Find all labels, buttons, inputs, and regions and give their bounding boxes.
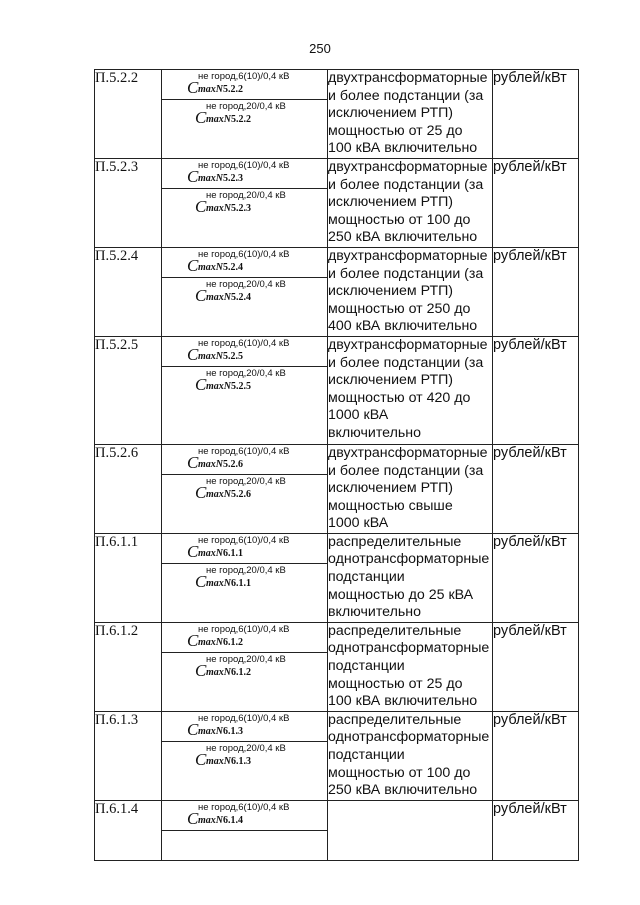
formula-symbol: C (187, 719, 199, 739)
formula-f1 (162, 623, 327, 653)
formula-superscript: не город,20/0,4 кВ (206, 475, 286, 487)
formula-subscript-italic: maxN (206, 380, 231, 392)
formula-cell (162, 247, 328, 336)
formula-subscript (206, 381, 251, 392)
row-code: П.5.2.3 (95, 158, 162, 247)
description-line: мощностью от 420 до (328, 389, 471, 406)
row-code: П.5.2.6 (95, 444, 162, 533)
formula-symbol: C (195, 482, 207, 502)
formula-subscript-italic: maxN (198, 636, 223, 648)
formula-symbol: C (195, 660, 207, 680)
formula-symbol: C (187, 344, 199, 364)
formula-f1 (162, 712, 327, 742)
row-description (328, 622, 493, 711)
description-line: подстанции (328, 747, 405, 763)
formula-subscript-number: 6.1.4 (223, 814, 243, 826)
formula-f2 (162, 100, 327, 129)
formula-superscript: не город,20/0,4 кВ (206, 653, 286, 665)
formula-subscript-italic: maxN (198, 84, 223, 95)
description-line: мощностью от 100 до (328, 211, 471, 228)
description-line: исключением РТП) (328, 283, 454, 300)
formula-subscript-number: 6.1.1 (223, 547, 243, 559)
formula-superscript: не город,6(10)/0,4 кВ (198, 534, 290, 546)
formula-subscript (198, 548, 243, 559)
table-row (95, 622, 579, 711)
formula-cell (162, 622, 328, 711)
formula-f2 (162, 653, 327, 682)
formula-subscript-italic: maxN (206, 577, 231, 589)
description-line: мощностью свыше (328, 497, 453, 514)
formula-cell (162, 444, 328, 533)
row-unit: рублей/кВт (493, 533, 579, 622)
formula-subscript-number: 5.2.3 (223, 172, 243, 184)
formula-subscript-number: 5.2.3 (231, 202, 251, 214)
table-row (95, 711, 579, 800)
formula-cell (162, 800, 328, 860)
formula-subscript (198, 459, 243, 470)
formula-symbol: C (195, 285, 207, 305)
formula-f2 (162, 475, 327, 504)
formula-subscript (206, 114, 251, 125)
description-line: распределительные (328, 711, 462, 728)
formula-subscript-italic: maxN (198, 261, 223, 273)
description-line: мощностью от 250 до (328, 300, 471, 317)
formula-subscript-number: 5.2.6 (231, 488, 251, 500)
description-line: однотрансформаторные (328, 551, 490, 568)
description-line: двухтрансформаторные (328, 158, 488, 175)
formula-symbol: C (187, 541, 199, 561)
table-row (95, 444, 579, 533)
formula-superscript: не город,20/0,4 кВ (206, 189, 286, 201)
description-line: и более подстанции (за (328, 87, 484, 104)
formula-cell (162, 533, 328, 622)
formula-superscript: не город,6(10)/0,4 кВ (198, 445, 290, 457)
description-line: распределительные (328, 622, 462, 639)
row-code: П.5.2.5 (95, 336, 162, 444)
row-description (328, 444, 493, 533)
description-line: и более подстанции (за (328, 265, 484, 282)
formula-superscript: не город,6(10)/0,4 кВ (198, 623, 290, 635)
formula-symbol: C (187, 630, 199, 650)
formula-subscript (206, 203, 251, 214)
formula-symbol: C (195, 108, 207, 127)
formula-subscript-italic: maxN (198, 547, 223, 559)
description-line: распределительные (328, 533, 462, 550)
description-line: однотрансформаторные (328, 640, 490, 657)
formula-superscript: не город,20/0,4 кВ (206, 101, 286, 112)
formula-subscript-number: 5.2.5 (231, 380, 251, 392)
page-number: 250 (309, 41, 331, 56)
row-unit: рублей/кВт (493, 336, 579, 444)
formula-f1 (162, 445, 327, 475)
table-row (95, 336, 579, 444)
row-unit: рублей/кВт (493, 622, 579, 711)
formula-cell (162, 158, 328, 247)
row-description (328, 533, 493, 622)
formula-subscript-italic: maxN (198, 172, 223, 184)
row-description (328, 70, 493, 159)
formula-symbol: C (187, 166, 199, 186)
row-code: П.6.1.2 (95, 622, 162, 711)
description-line: включительно (328, 604, 421, 621)
formula-f1 (162, 801, 327, 831)
formula-superscript: не город,20/0,4 кВ (206, 564, 286, 576)
description-line: 400 кВА включительно (328, 318, 478, 335)
formula-subscript-italic: maxN (206, 202, 231, 214)
description-line: однотрансформаторные (328, 729, 490, 746)
formula-subscript (206, 667, 251, 678)
formula-subscript (206, 578, 251, 589)
formula-subscript-number: 5.2.5 (223, 350, 243, 362)
description-line: мощностью до 25 кВА (328, 586, 474, 603)
row-unit: рублей/кВт (493, 711, 579, 800)
formula-cell (162, 336, 328, 444)
formula-symbol: C (187, 808, 199, 828)
description-line: исключением РТП) (328, 372, 454, 389)
description-line: двухтрансформаторные (328, 336, 488, 353)
formula-f1 (162, 534, 327, 564)
formula-subscript (198, 262, 243, 273)
formula-superscript: не город,20/0,4 кВ (206, 367, 286, 379)
formula-symbol: C (187, 452, 199, 472)
formula-f1 (162, 337, 327, 367)
formula-subscript-italic: maxN (206, 488, 231, 500)
row-code: П.5.2.2 (95, 70, 162, 159)
description-line: включительно (328, 424, 421, 441)
row-unit: рублей/кВт (493, 444, 579, 533)
table-row (95, 70, 579, 159)
formula-cell (162, 70, 328, 159)
row-code: П.5.2.4 (95, 247, 162, 336)
description-line: и более подстанции (за (328, 354, 484, 371)
formula-subscript-number: 5.2.4 (223, 261, 243, 273)
formula-subscript-number: 6.1.1 (231, 577, 251, 589)
row-code: П.6.1.4 (95, 800, 162, 860)
row-description (328, 711, 493, 800)
formula-f2 (162, 831, 327, 860)
formula-f1 (162, 248, 327, 278)
row-description (328, 158, 493, 247)
description-line: исключением РТП) (328, 105, 454, 122)
description-line: подстанции (328, 658, 405, 675)
description-line: 100 кВА включительно (328, 693, 478, 710)
formula-superscript: не город,6(10)/0,4 кВ (198, 248, 290, 260)
formula-subscript (206, 292, 251, 303)
formula-f2 (162, 189, 327, 218)
formula-subscript-number: 6.1.3 (223, 725, 243, 737)
formula-symbol: C (187, 78, 199, 97)
formula-subscript (198, 351, 243, 362)
row-unit: рублей/кВт (493, 247, 579, 336)
row-code: П.6.1.3 (95, 711, 162, 800)
formula-subscript-italic: maxN (206, 114, 231, 125)
formula-subscript-number: 5.2.6 (223, 458, 243, 470)
formula-superscript: не город,6(10)/0,4 кВ (198, 159, 290, 171)
description-line: мощностью от 25 до (328, 675, 463, 692)
description-line: и более подстанции (за (328, 462, 484, 479)
formula-symbol: C (195, 749, 207, 769)
formula-subscript-number: 6.1.2 (223, 636, 243, 648)
formula-subscript-italic: maxN (198, 814, 223, 826)
description-line: мощностью от 25 до (328, 122, 463, 139)
formula-subscript-italic: maxN (198, 350, 223, 362)
row-unit: рублей/кВт (493, 158, 579, 247)
table-row (95, 533, 579, 622)
formula-superscript: не город,20/0,4 кВ (206, 278, 286, 290)
formula-subscript (198, 173, 243, 184)
formula-subscript-number: 5.2.4 (231, 291, 251, 303)
formula-subscript (198, 637, 243, 648)
formula-cell (162, 711, 328, 800)
formula-subscript-number: 6.1.3 (231, 755, 251, 767)
formula-f2 (162, 278, 327, 307)
tariff-table (94, 69, 579, 861)
formula-f1 (162, 70, 327, 100)
formula-superscript: не город,6(10)/0,4 кВ (198, 712, 290, 724)
formula-subscript (198, 815, 243, 826)
description-line: 1000 кВА (328, 515, 389, 532)
formula-symbol: C (195, 196, 207, 216)
formula-subscript-number: 5.2.2 (231, 114, 251, 125)
formula-f2 (162, 564, 327, 593)
formula-symbol: C (195, 374, 207, 394)
formula-subscript-italic: maxN (198, 725, 223, 737)
formula-superscript: не город,6(10)/0,4 кВ (198, 71, 290, 82)
row-unit: рублей/кВт (493, 800, 579, 860)
row-description (328, 800, 493, 860)
row-description (328, 336, 493, 444)
description-line: исключением РТП) (328, 194, 454, 211)
formula-superscript: не город,6(10)/0,4 кВ (198, 801, 290, 813)
description-line: подстанции (328, 569, 405, 586)
formula-f1 (162, 159, 327, 189)
formula-subscript-number: 6.1.2 (231, 666, 251, 678)
row-code: П.6.1.1 (95, 533, 162, 622)
formula-subscript (206, 489, 251, 500)
description-line: исключением РТП) (328, 480, 454, 497)
formula-f2 (162, 367, 327, 396)
formula-subscript-number: 5.2.2 (223, 84, 243, 95)
description-line: 1000 кВА (328, 407, 389, 424)
description-line: 100 кВА включительно (328, 140, 478, 157)
description-line: двухтрансформаторные (328, 70, 488, 86)
formula-subscript (206, 756, 251, 767)
table-row (95, 158, 579, 247)
table-row (95, 247, 579, 336)
row-unit: рублей/кВт (493, 70, 579, 159)
formula-superscript: не город,20/0,4 кВ (206, 742, 286, 754)
description-line: 250 кВА включительно (328, 229, 478, 246)
row-description (328, 247, 493, 336)
formula-subscript-italic: maxN (206, 291, 231, 303)
formula-subscript-italic: maxN (198, 458, 223, 470)
table-row (95, 800, 579, 860)
description-line: двухтрансформаторные (328, 247, 488, 264)
formula-symbol: C (195, 571, 207, 591)
formula-subscript-italic: maxN (206, 666, 231, 678)
description-line: мощностью от 100 до (328, 764, 471, 781)
description-line: 250 кВА включительно (328, 782, 478, 799)
description-line: двухтрансформаторные (328, 444, 488, 461)
formula-subscript (198, 84, 243, 95)
formula-f2 (162, 742, 327, 771)
description-line: и более подстанции (за (328, 176, 484, 193)
formula-superscript: не город,6(10)/0,4 кВ (198, 337, 290, 349)
formula-subscript (198, 726, 243, 737)
formula-subscript-italic: maxN (206, 755, 231, 767)
formula-symbol: C (187, 255, 199, 275)
